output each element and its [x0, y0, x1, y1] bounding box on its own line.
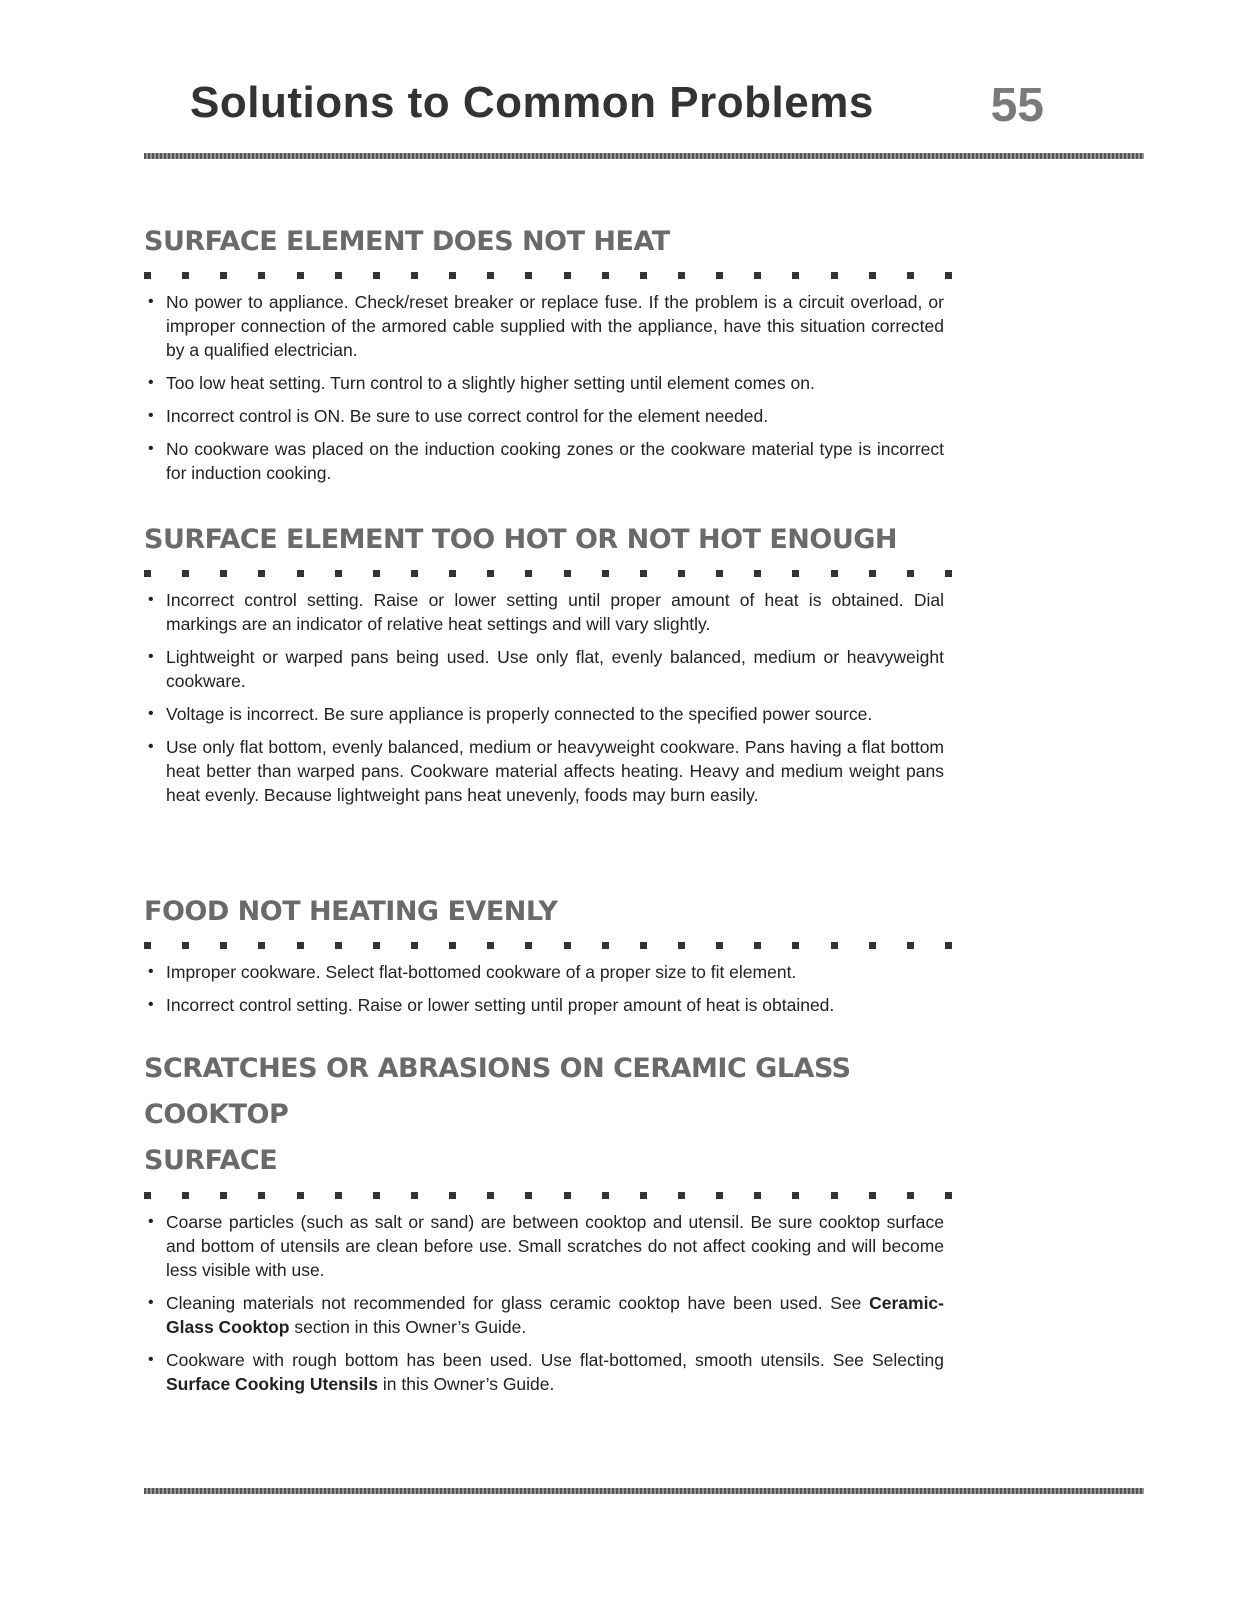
list-item-text: Lightweight or warped pans being used. Use only flat, evenly balanced, medium or heavyweight cookware. [166, 647, 944, 691]
divider-square-icon [869, 570, 876, 577]
list-item-text: Incorrect control setting. Raise or lower setting until proper amount of heat is obtained. [166, 995, 835, 1015]
divider-square-icon [258, 570, 265, 577]
list-item-text: Cleaning materials not recommended for glass ceramic cooktop have been used. See [166, 1293, 870, 1313]
section-title [144, 1046, 944, 1184]
divider-square-icon [144, 570, 151, 577]
bullet-icon: • [148, 440, 154, 457]
divider-square-icon [373, 272, 380, 279]
bullet-list [144, 960, 944, 1017]
divider-square-icon [182, 942, 189, 949]
section-title-line2: SURFACE [144, 1145, 278, 1176]
bullet-icon: • [148, 591, 154, 608]
divider-square-icon [487, 942, 494, 949]
list-item-text: Use only flat bottom, evenly balanced, medium or heavyweight cookware. Pans having a flat bottom heat better than warped pans. Cookware material affects heating. Heavy and medium weight pans heat evenly. Because lightweight pans heat unevenly, foods may burn easily. [166, 737, 944, 805]
divider-square-icon [182, 1192, 189, 1199]
divider-square-icon [792, 1192, 799, 1199]
divider-square-icon [716, 272, 723, 279]
bullet-icon: • [148, 1213, 154, 1230]
divider-square-icon [525, 570, 532, 577]
divider-square-icon [411, 942, 418, 949]
divider-square-icon [869, 1192, 876, 1199]
divider-square-icon [182, 570, 189, 577]
divider-square-icon [449, 942, 456, 949]
section-title: FOOD NOT HEATING EVENLY [144, 896, 558, 927]
divider-square-icon [831, 570, 838, 577]
divider-square-icon [831, 1192, 838, 1199]
divider-square-icon [564, 272, 571, 279]
divider-square-icon [525, 942, 532, 949]
divider-square-icon [640, 272, 647, 279]
divider-square-icon [487, 272, 494, 279]
list-item-text: No power to appliance. Check/reset breaker or replace fuse. If the problem is a circuit overload, or improper connection of the armored cable supplied with the appliance, have this situation corrected by a qualified electrician. [166, 292, 944, 360]
divider-square-icon [640, 1192, 647, 1199]
divider-square-icon [831, 272, 838, 279]
divider-square-icon [564, 570, 571, 577]
divider-square-icon [449, 570, 456, 577]
list-item [144, 1210, 944, 1282]
divider-square-icon [335, 570, 342, 577]
list-item [144, 371, 944, 395]
header-rule [144, 153, 1144, 159]
list-item-text: Voltage is incorrect. Be sure appliance is properly connected to the specified power source. [166, 704, 873, 724]
divider-square-icon [335, 272, 342, 279]
divider-square-icon [297, 570, 304, 577]
divider-square-icon [411, 1192, 418, 1199]
dotted-divider [144, 1192, 952, 1202]
bullet-icon: • [148, 963, 154, 980]
bullet-icon: • [148, 705, 154, 722]
divider-square-icon [144, 942, 151, 949]
divider-square-icon [792, 570, 799, 577]
divider-square-icon [525, 1192, 532, 1199]
divider-square-icon [258, 1192, 265, 1199]
divider-square-icon [716, 1192, 723, 1199]
list-item-text: Incorrect control setting. Raise or lower setting until proper amount of heat is obtained. Dial markings are an indicator of relative heat settings and will vary slightly. [166, 590, 944, 634]
bullet-list [144, 588, 944, 807]
divider-square-icon [220, 570, 227, 577]
section-title-line1: SCRATCHES OR ABRASIONS ON CERAMIC GLASS COOKTOP [144, 1053, 851, 1130]
divider-square-icon [907, 942, 914, 949]
divider-square-icon [945, 570, 952, 577]
page-title: Solutions to Common Problems [190, 78, 874, 127]
list-item [144, 702, 944, 726]
list-item-text: Incorrect control is ON. Be sure to use correct control for the element needed. [166, 406, 769, 426]
list-item-text: in this Owner’s Guide. [378, 1374, 555, 1394]
bullet-icon: • [148, 407, 154, 424]
divider-square-icon [754, 1192, 761, 1199]
section-surface-element-too-hot [144, 518, 944, 816]
bullet-icon: • [148, 374, 154, 391]
bullet-icon: • [148, 1294, 154, 1311]
divider-square-icon [792, 272, 799, 279]
divider-square-icon [220, 272, 227, 279]
bullet-list [144, 290, 944, 485]
divider-square-icon [335, 942, 342, 949]
list-item [144, 1348, 944, 1396]
list-item [144, 993, 944, 1017]
page-number: 55 [990, 79, 1044, 132]
divider-square-icon [144, 272, 151, 279]
list-item-text: No cookware was placed on the induction cooking zones or the cookware material type is incorrect for induction cooking. [166, 439, 944, 483]
cross-reference: Ceramic-Glass Cooktop [166, 1293, 944, 1337]
divider-square-icon [449, 1192, 456, 1199]
divider-square-icon [297, 1192, 304, 1199]
bullet-icon: • [148, 648, 154, 665]
divider-square-icon [220, 942, 227, 949]
divider-square-icon [525, 272, 532, 279]
divider-square-icon [602, 570, 609, 577]
divider-square-icon [907, 1192, 914, 1199]
divider-square-icon [258, 942, 265, 949]
divider-square-icon [716, 570, 723, 577]
divider-square-icon [373, 1192, 380, 1199]
list-item [144, 437, 944, 485]
divider-square-icon [907, 570, 914, 577]
list-item-text: Too low heat setting. Turn control to a slightly higher setting until element comes on. [166, 373, 815, 393]
divider-square-icon [869, 942, 876, 949]
divider-square-icon [487, 570, 494, 577]
divider-square-icon [754, 272, 761, 279]
dotted-divider [144, 570, 952, 580]
divider-square-icon [907, 272, 914, 279]
divider-square-icon [564, 942, 571, 949]
list-item [144, 404, 944, 428]
divider-square-icon [487, 1192, 494, 1199]
section-surface-element-does-not-heat [144, 220, 944, 494]
divider-square-icon [678, 942, 685, 949]
divider-square-icon [373, 570, 380, 577]
divider-square-icon [297, 272, 304, 279]
divider-square-icon [640, 570, 647, 577]
bullet-list [144, 1210, 944, 1396]
list-item [144, 735, 944, 807]
cross-reference: Surface Cooking Utensils [166, 1374, 378, 1394]
divider-square-icon [220, 1192, 227, 1199]
list-item [144, 1291, 944, 1339]
divider-square-icon [411, 272, 418, 279]
divider-square-icon [678, 570, 685, 577]
divider-square-icon [716, 942, 723, 949]
list-item-text: Improper cookware. Select flat-bottomed cookware of a proper size to fit element. [166, 962, 797, 982]
divider-square-icon [335, 1192, 342, 1199]
divider-square-icon [144, 1192, 151, 1199]
section-title: SURFACE ELEMENT DOES NOT HEAT [144, 226, 670, 257]
divider-square-icon [678, 1192, 685, 1199]
divider-square-icon [411, 570, 418, 577]
divider-square-icon [945, 272, 952, 279]
divider-square-icon [792, 942, 799, 949]
list-item [144, 960, 944, 984]
bullet-icon: • [148, 1351, 154, 1368]
list-item-text: section in this Owner’s Guide. [289, 1317, 527, 1337]
divider-square-icon [869, 272, 876, 279]
divider-square-icon [258, 272, 265, 279]
dotted-divider [144, 272, 952, 282]
divider-square-icon [945, 942, 952, 949]
divider-square-icon [640, 942, 647, 949]
list-item [144, 290, 944, 362]
list-item-text: Cookware with rough bottom has been used. Use flat-bottomed, smooth utensils. See Selecting [166, 1350, 944, 1370]
list-item-text: Coarse particles (such as salt or sand) are between cooktop and utensil. Be sure cooktop surface and bottom of utensils are clean before use. Small scratches do not affect cooking and will become less visible with use. [166, 1212, 944, 1280]
divider-square-icon [831, 942, 838, 949]
bullet-icon: • [148, 996, 154, 1013]
list-item [144, 588, 944, 636]
divider-square-icon [678, 272, 685, 279]
divider-square-icon [754, 570, 761, 577]
divider-square-icon [182, 272, 189, 279]
divider-square-icon [449, 272, 456, 279]
divider-square-icon [754, 942, 761, 949]
divider-square-icon [602, 272, 609, 279]
section-scratches-abrasions [144, 1046, 944, 1405]
divider-square-icon [564, 1192, 571, 1199]
section-food-not-heating-evenly [144, 890, 944, 1026]
divider-square-icon [945, 1192, 952, 1199]
list-item [144, 645, 944, 693]
bullet-icon: • [148, 293, 154, 310]
divider-square-icon [602, 942, 609, 949]
footer-rule [144, 1488, 1144, 1494]
section-title: SURFACE ELEMENT TOO HOT OR NOT HOT ENOUGH [144, 524, 898, 555]
dotted-divider [144, 942, 952, 952]
divider-square-icon [297, 942, 304, 949]
divider-square-icon [602, 1192, 609, 1199]
bullet-icon: • [148, 738, 154, 755]
page-header [144, 78, 1144, 138]
divider-square-icon [373, 942, 380, 949]
